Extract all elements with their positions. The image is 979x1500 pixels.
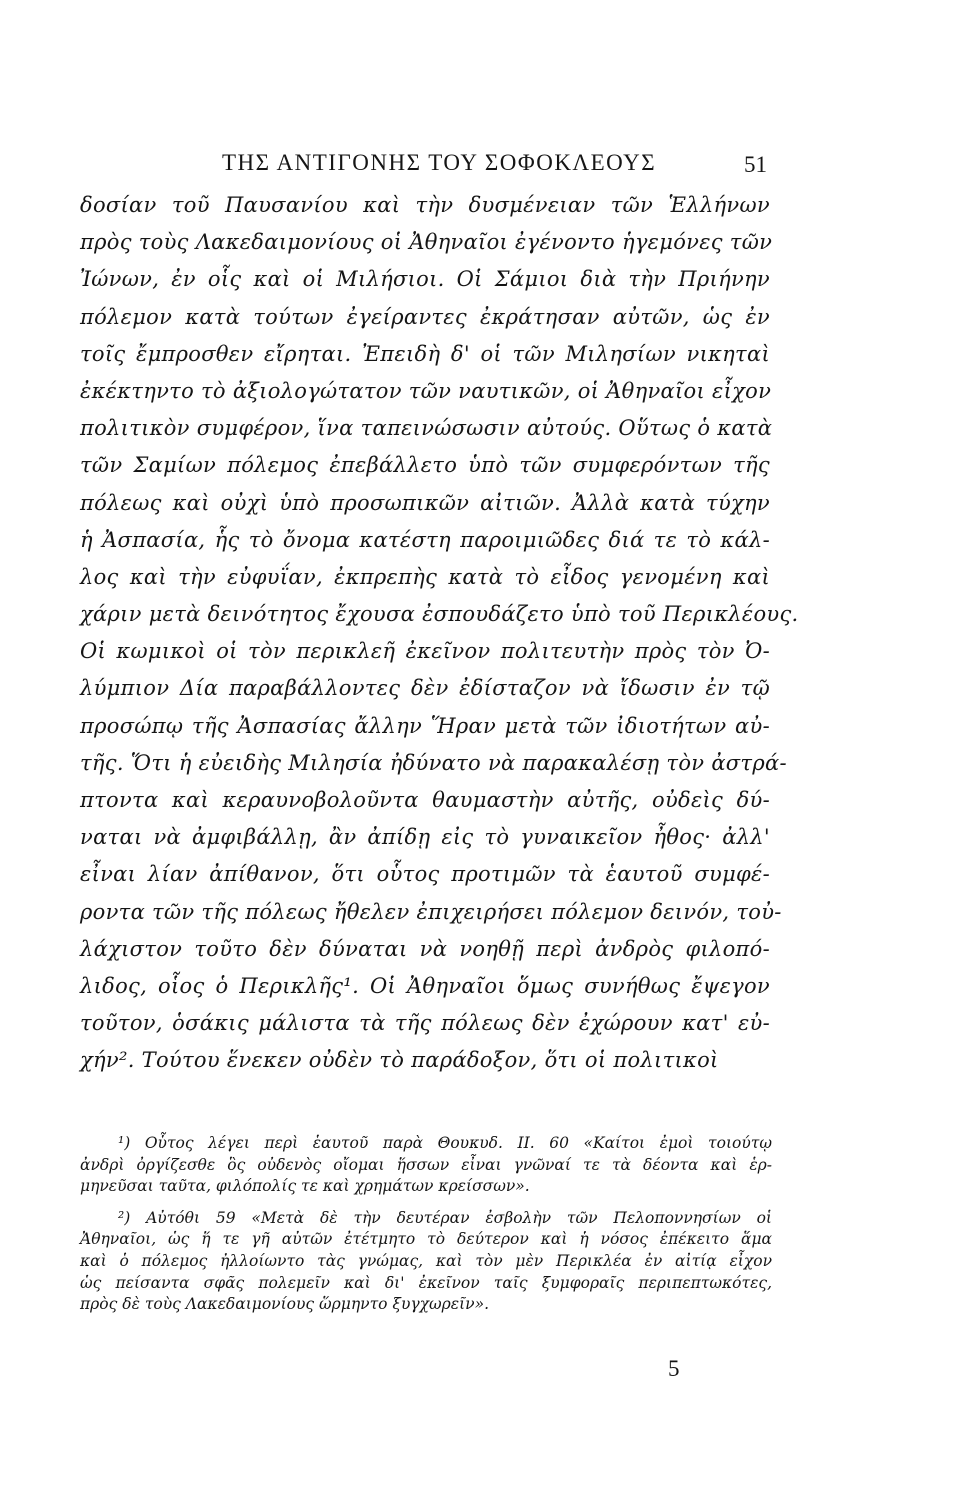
- footnote-line: ὡς πείσαντα σφᾶς πολεμεῖν καὶ δι' ἐκεῖνον ταῖς ξυμφοραῖς περιπεπτωκότες,: [80, 1273, 772, 1292]
- body-line: λος καὶ τὴν εὐφυΐαν, ἐκπρεπὴς κατὰ τὸ εἶδος γενομένη καὶ: [80, 564, 770, 589]
- body-line: πολιτικὸν συμφέρον, ἵνα ταπεινώσωσιν αὐτούς. Οὕτως ὁ κατὰ: [80, 416, 773, 441]
- body-line: ἡ Ἀσπασία, ἧς τὸ ὄνομα κατέστη παροιμιῶδες διά τε τὸ κάλ-: [80, 527, 770, 552]
- body-line: τοῦτον, ὁσάκις μάλιστα τὰ τῆς πόλεως δὲν ἐχώρουν κατ' εὐ-: [80, 1011, 770, 1036]
- footnote-line: καὶ ὁ πόλεμος ἠλλοίωντο τὰς γνώμας, καὶ τὸν μὲν Περικλέα ἐν αἰτίᾳ εἶχον: [80, 1251, 772, 1270]
- footnote-line: μηνεῦσαι ταῦτα, φιλόπολίς τε καὶ χρημάτων κρείσσων».: [80, 1177, 530, 1196]
- body-line: ναται νὰ ἀμφιβάλλῃ, ἂν ἀπίδῃ εἰς τὸ γυναικεῖον ἦθος· ἀλλ': [80, 825, 770, 850]
- footnote-1: [80, 1133, 772, 1198]
- footnote-line: ¹) Οὗτος λέγει περὶ ἑαυτοῦ παρὰ Θουκυδ. II. 60 «Καίτοι ἐμοὶ τοιούτῳ: [118, 1134, 772, 1152]
- body-line: ροντα τῶν τῆς πόλεως ἤθελεν ἐπιχειρήσει πόλεμον δεινόν, τοὐ-: [80, 899, 782, 924]
- body-line: χήν². Τούτου ἕνεκεν οὐδὲν τὸ παράδοξον, ὅτι οἱ πολιτικοὶ: [80, 1048, 719, 1073]
- body-line: πτοντα καὶ κεραυνοβολοῦντα θαυμαστὴν αὐτῆς, οὐδεὶς δύ-: [80, 788, 770, 812]
- body-line: λύμπιον Δία παραβάλλοντες δὲν ἐδίσταζον νὰ ἴδωσιν ἐν τῷ: [80, 676, 770, 701]
- body-text: [80, 187, 799, 1080]
- signature-mark: 5: [668, 1356, 680, 1381]
- body-line: εἶναι λίαν ἀπίθανον, ὅτι οὗτος προτιμῶν τὰ ἑαυτοῦ συμφέ-: [80, 862, 770, 887]
- footnote-line: Ἀθηναῖοι, ὡς ἥ τε γῆ αὐτῶν ἐτέτμητο τὸ δεύτερον καὶ ἡ νόσος ἐπέκειτο ἅμα: [80, 1230, 772, 1249]
- footnote-line: ἀνδρὶ ὀργίζεσθε ὃς οὐδενὸς οἴομαι ἥσσων εἶναι γνῶναί τε τὰ δέοντα καὶ ἑρ-: [80, 1155, 772, 1174]
- running-title: ΤΗΣ ΑΝΤΙΓΟΝΗΣ ΤΟΥ ΣΟΦΟΚΛΕΟΥΣ: [222, 150, 657, 175]
- body-line: πόλεως καὶ οὐχὶ ὑπὸ προσωπικῶν αἰτιῶν. Ἀλλὰ κατὰ τύχην: [80, 490, 770, 515]
- body-line: δοσίαν τοῦ Παυσανίου καὶ τὴν δυσμένειαν τῶν Ἑλλήνων: [80, 193, 770, 217]
- page-number: 51: [744, 152, 767, 177]
- body-line: λάχιστον τοῦτο δὲν δύναται νὰ νοηθῇ περὶ ἀνδρὸς φιλοπό-: [80, 936, 770, 961]
- body-line: πρὸς τοὺς Λακεδαιμονίους οἱ Ἀθηναῖοι ἐγένοντο ἡγεμόνες τῶν: [80, 230, 773, 255]
- page-header: [222, 150, 767, 184]
- footnote-line: πρὸς δὲ τοὺς Λακεδαιμονίους ὥρμηντο ξυγχωρεῖν».: [80, 1295, 490, 1314]
- footnotes: [80, 1133, 772, 1316]
- body-line: ἐκέκτηντο τὸ ἀξιολογώτατον τῶν ναυτικῶν, οἱ Ἀθηναῖοι εἶχον: [80, 378, 772, 403]
- body-line: Ἰώνων, ἐν οἷς καὶ οἱ Μιλήσιοι. Οἱ Σάμιοι διὰ τὴν Πριήνην: [80, 267, 770, 292]
- body-line: Οἱ κωμικοὶ οἱ τὸν περικλεῆ ἐκεῖνον πολιτευτὴν πρὸς τὸν Ὀ-: [80, 639, 770, 664]
- body-line: λιδος, οἷος ὁ Περικλῆς¹. Οἱ Ἀθηναῖοι ὅμως συνήθως ἔψεγον: [80, 973, 770, 998]
- footnote-line: ²) Αὐτόθι 59 «Μετὰ δὲ τὴν δευτέραν ἐσβολὴν τῶν Πελοποννησίων οἱ: [118, 1208, 772, 1227]
- body-line: τῶν Σαμίων πόλεμος ἐπεβάλλετο ὑπὸ τῶν συμφερόντων τῆς: [80, 453, 770, 478]
- body-line: τοῖς ἔμπροσθεν εἴρηται. Ἐπειδὴ δ' οἱ τῶν Μιλησίων νικηταὶ: [80, 341, 770, 366]
- body-line: τῆς. Ὅτι ἡ εὐειδὴς Μιλησία ἠδύνατο νὰ παρακαλέσῃ τὸν ἀστρά-: [80, 750, 787, 775]
- body-line: προσώπῳ τῆς Ἀσπασίας ἄλλην Ἥραν μετὰ τῶν ἰδιοτήτων αὐ-: [80, 713, 770, 738]
- body-line: χάριν μετὰ δεινότητος ἔχουσα ἐσπουδάζετο ὑπὸ τοῦ Περικλέους.: [80, 602, 799, 627]
- body-line: πόλεμον κατὰ τούτων ἐγείραντες ἐκράτησαν αὐτῶν, ὡς ἐν: [80, 304, 770, 329]
- footnote-2: [80, 1208, 772, 1316]
